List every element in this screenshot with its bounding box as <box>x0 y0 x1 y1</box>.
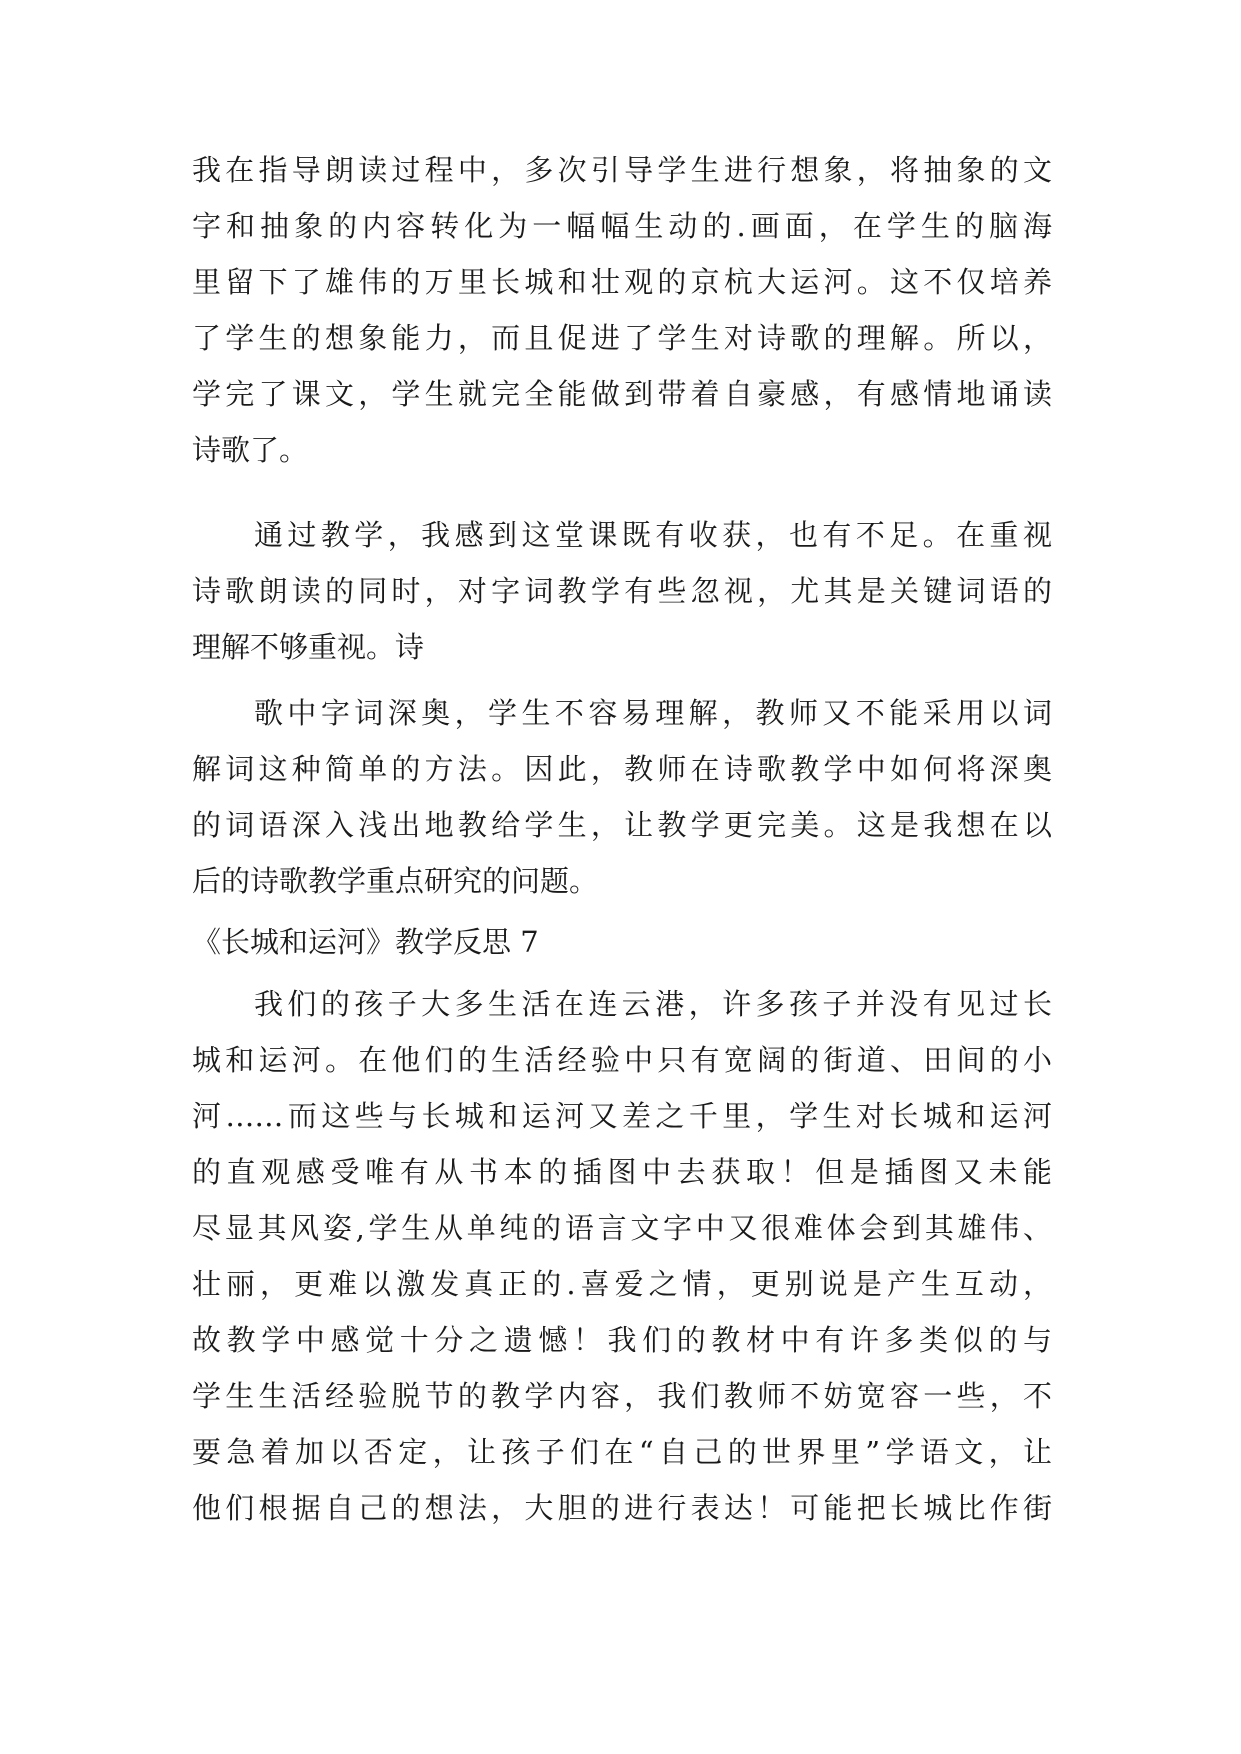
text-line: 里留下了雄伟的万里长城和壮观的京杭大运河。这不仅培养 <box>192 265 1052 299</box>
text-line: 解词这种简单的方法。因此，教师在诗歌教学中如何将深奥 <box>192 752 1052 786</box>
text-line: 我们的孩子大多生活在连云港，许多孩子并没有见过长 <box>254 987 1052 1021</box>
text-line: 我在指导朗读过程中，多次引导学生进行想象，将抽象的文 <box>192 153 1052 187</box>
text-line: 字和抽象的内容转化为一幅幅生动的.画面，在学生的脑海 <box>192 209 1052 243</box>
text-line: 要急着加以否定，让孩子们在“自己的世界里”学语文，让 <box>192 1435 1052 1469</box>
text-line: 壮丽，更难以激发真正的.喜爱之情，更别说是产生互动， <box>192 1267 1052 1301</box>
text-line: 诗歌朗读的同时，对字词教学有些忽视，尤其是关键词语的 <box>192 574 1052 608</box>
text-line: 学生生活经验脱节的教学内容，我们教师不妨宽容一些，不 <box>192 1379 1052 1413</box>
text-line: 了学生的想象能力，而且促进了学生对诗歌的理解。所以， <box>192 321 1052 355</box>
text-line: 城和运河。在他们的生活经验中只有宽阔的街道、田间的小 <box>192 1043 1052 1077</box>
text-line: 故教学中感觉十分之遗憾！我们的教材中有许多类似的与 <box>192 1323 1052 1357</box>
text-line: 学完了课文，学生就完全能做到带着自豪感，有感情地诵读 <box>192 377 1052 411</box>
text-line: 诗歌了。 <box>192 433 309 467</box>
text-line: 河……而这些与长城和运河又差之千里，学生对长城和运河 <box>192 1099 1052 1133</box>
text-line: 歌中字词深奥，学生不容易理解，教师又不能采用以词 <box>254 696 1052 730</box>
section-heading: 《长城和运河》教学反思 7 <box>192 925 539 959</box>
text-line: 后的诗歌教学重点研究的问题。 <box>192 864 599 898</box>
text-line: 理解不够重视。诗 <box>192 630 425 664</box>
text-line: 通过教学，我感到这堂课既有收获，也有不足。在重视 <box>254 518 1052 552</box>
text-line: 的直观感受唯有从书本的插图中去获取！但是插图又未能 <box>192 1155 1052 1189</box>
text-line: 他们根据自己的想法，大胆的进行表达！可能把长城比作街 <box>192 1491 1052 1525</box>
text-line: 的词语深入浅出地教给学生，让教学更完美。这是我想在以 <box>192 808 1052 842</box>
text-line: 尽显其风姿,学生从单纯的语言文字中又很难体会到其雄伟、 <box>192 1211 1052 1245</box>
